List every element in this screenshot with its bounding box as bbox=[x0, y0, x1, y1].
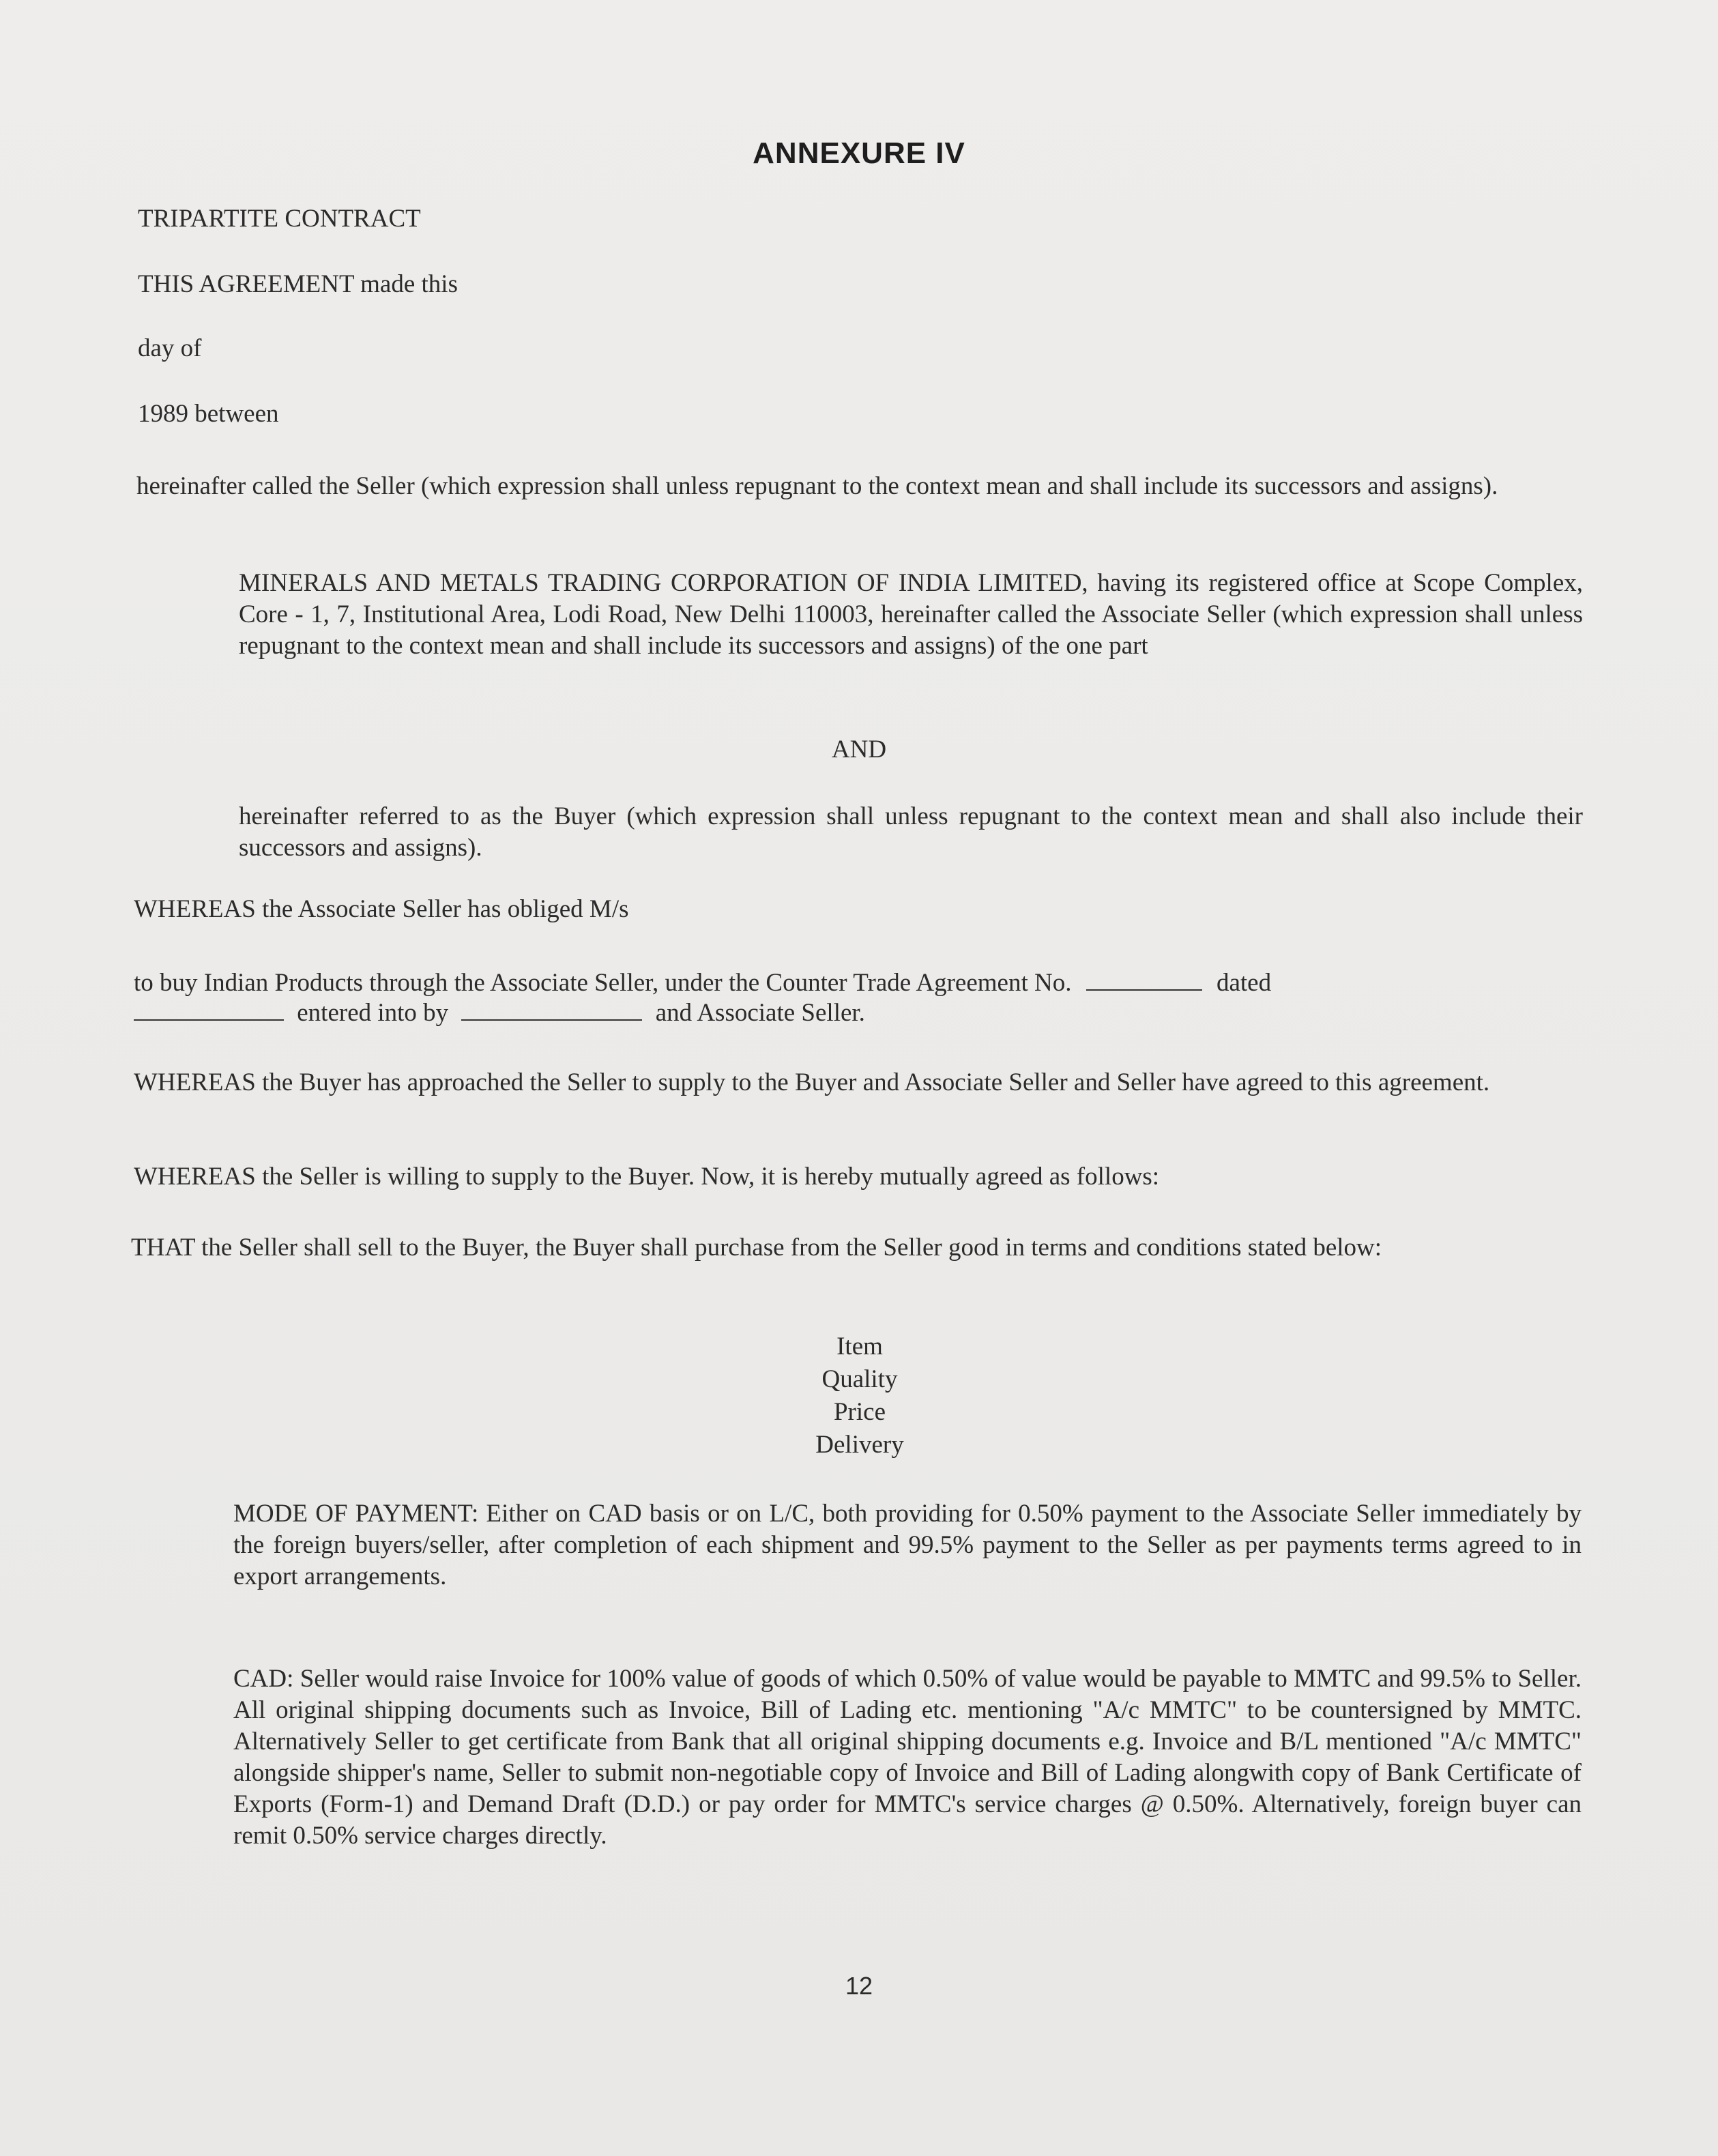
term-quality: Quality bbox=[821, 1365, 898, 1393]
term-item: Item bbox=[836, 1332, 883, 1360]
and-separator: AND bbox=[831, 735, 887, 763]
agreement-made-line: THIS AGREEMENT made this bbox=[138, 270, 458, 298]
and-associate-seller-label: and Associate Seller. bbox=[655, 999, 865, 1027]
date-blank bbox=[134, 1019, 284, 1021]
cad-clause: CAD: Seller would raise Invoice for 100% value of goods of which 0.50% of value would be payable to MMTC and 99.5% to Seller. All original shipping documents such as Invoice, Bill of Lading etc. mentioning "A/c MMTC" to be countersigned by MMTC. Alternatively Seller to get certificate from Bank that all original shipping documents e.g. Invoice and B/L mentioned "A/c MMTC" alongside shipper's name, Seller to submit non-negotiable copy of Invoice and Bill of Lading alongwith copy of Bank Certificate of Exports (Form-1) and Demand Draft (D.D.) or pay order for MMTC's service charges @ 0.50%. Alternatively, foreign buyer can remit 0.50% service charges directly. bbox=[233, 1665, 1582, 1850]
annexure-heading: ANNEXURE IV bbox=[753, 136, 965, 170]
term-delivery: Delivery bbox=[815, 1431, 904, 1459]
associate-seller-clause: MINERALS AND METALS TRADING CORPORATION OF INDIA LIMITED, having its registered office at Scope Complex, Core - 1, 7, Institutional Area, Lodi Road, New Delhi 110003, hereinafter called the Associate Seller (which expression shall unless repugnant to the context mean and shall include its successors and assigns) of the one part bbox=[239, 569, 1583, 660]
page-number: 12 bbox=[845, 1972, 873, 2000]
seller-clause: hereinafter called the Seller (which expression shall unless repugnant to the context mean and shall include its successors and assigns). bbox=[136, 472, 1498, 500]
year-between-line: 1989 between bbox=[138, 400, 279, 428]
day-of-line: day of bbox=[138, 334, 202, 362]
agreement-number-blank bbox=[1086, 989, 1202, 991]
whereas-willing: WHEREAS the Seller is willing to supply to the Buyer. Now, it is hereby mutually agreed as follows: bbox=[134, 1163, 1160, 1191]
buyer-name-blank bbox=[461, 1019, 642, 1021]
counter-trade-line bbox=[134, 967, 1580, 999]
mode-of-payment-clause: MODE OF PAYMENT: Either on CAD basis or on L/C, both providing for 0.50% payment to the Associate Seller immediately by the foreign buyers/seller, after completion of each shipment and 99.5% payment to the Seller as per payments terms agreed to in export arrangements. bbox=[233, 1500, 1582, 1590]
entered-into-by-label: entered into by bbox=[297, 999, 449, 1027]
terms-list bbox=[682, 1330, 1037, 1461]
whereas-obliged: WHEREAS the Associate Seller has obliged M/s bbox=[134, 895, 629, 923]
contract-title: TRIPARTITE CONTRACT bbox=[138, 205, 421, 233]
term-price: Price bbox=[833, 1398, 886, 1426]
buyer-clause: hereinafter referred to as the Buyer (which expression shall unless repugnant to the context mean and shall also include their successors and assigns). bbox=[239, 802, 1583, 862]
dated-label: dated bbox=[1216, 969, 1272, 997]
that-clause: THAT the Seller shall sell to the Buyer, the Buyer shall purchase from the Seller good in terms and conditions stated below: bbox=[131, 1234, 1382, 1262]
entered-into-line bbox=[134, 997, 1580, 1029]
whereas-approached: WHEREAS the Buyer has approached the Seller to supply to the Buyer and Associate Seller and Seller have agreed to this agreement. bbox=[134, 1068, 1490, 1096]
counter-trade-text: to buy Indian Products through the Associate Seller, under the Counter Trade Agreement No. bbox=[134, 969, 1072, 997]
